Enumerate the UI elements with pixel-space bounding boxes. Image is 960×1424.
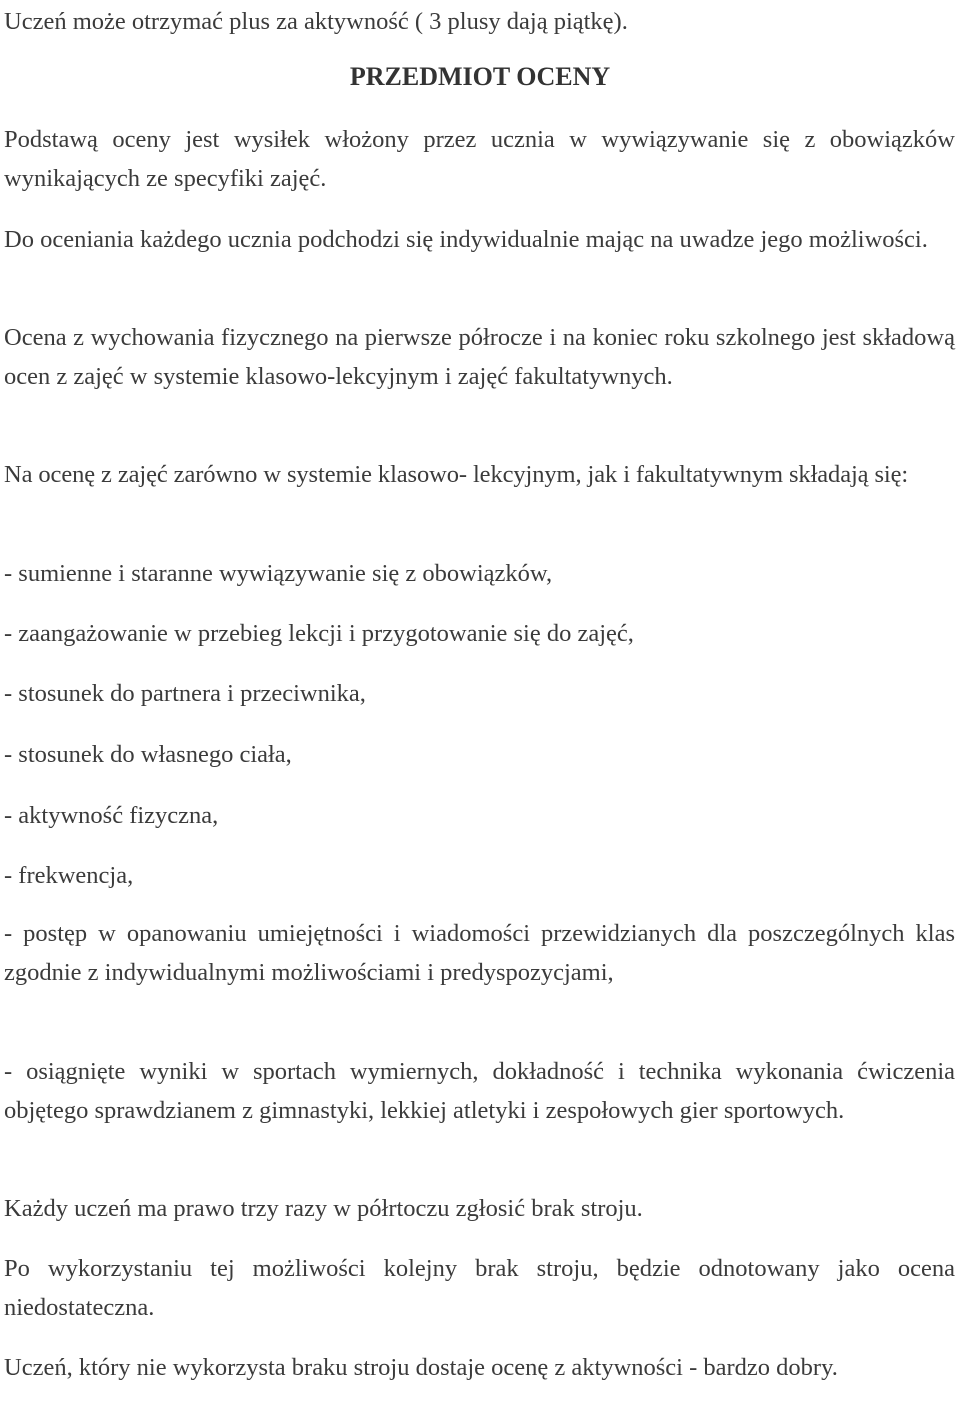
criteria-item: - osiągnięte wyniki w sportach wymiernych, dokładność i technika wykonania ćwiczenia objętego sprawdzianem z gimnastyki, lekkiej atletyki i zespołowych gier sportowych. <box>4 1058 955 1124</box>
paragraph-basis: Podstawą oceny jest wysiłek włożony przez ucznia w wywiązywanie się z obowiązków wynikających ze specyfiki zajęć. <box>4 126 955 192</box>
paragraph-kit-reward: Uczeń, który nie wykorzysta braku stroju dostaje ocenę z aktywności - bardzo dobry. <box>4 1354 838 1381</box>
section-heading: PRZEDMIOT OCENY <box>349 62 611 91</box>
paragraph-kit-penalty: Po wykorzystaniu tej możliwości kolejny brak stroju, będzie odnotowany jako ocena niedostateczna. <box>4 1255 955 1321</box>
criteria-item: - zaangażowanie w przebieg lekcji i przygotowanie się do zajęć, <box>4 620 634 647</box>
paragraph-components: Na ocenę z zajęć zarówno w systemie klasowo- lekcyjnym, jak i fakultatywnym składają się: <box>4 461 909 488</box>
criteria-item: - frekwencja, <box>4 862 134 889</box>
criteria-item: - postęp w opanowaniu umiejętności i wiadomości przewidzianych dla poszczególnych klas zgodnie z indywidualnymi możliwościami i predyspozycjami, <box>4 920 955 986</box>
criteria-item: - sumienne i staranne wywiązywanie się z obowiązków, <box>4 560 553 587</box>
criteria-item: - aktywność fizyczna, <box>4 802 219 829</box>
paragraph-individual: Do oceniania każdego ucznia podchodzi się indywidualnie mając na uwadze jego możliwości. <box>4 226 928 253</box>
intro-text: Uczeń może otrzymać plus za aktywność ( 3 plusy dają piątkę). <box>4 8 628 35</box>
criteria-item: - stosunek do własnego ciała, <box>4 741 292 768</box>
criteria-item: - stosunek do partnera i przeciwnika, <box>4 680 366 707</box>
paragraph-semester-grade: Ocena z wychowania fizycznego na pierwsze półrocze i na koniec roku szkolnego jest składową ocen z zajęć w systemie klasowo-lekcyjnym i zajęć fakultatywnych. <box>4 324 955 390</box>
paragraph-kit-allowance: Każdy uczeń ma prawo trzy razy w półrtoczu zgłosić brak stroju. <box>4 1195 643 1222</box>
